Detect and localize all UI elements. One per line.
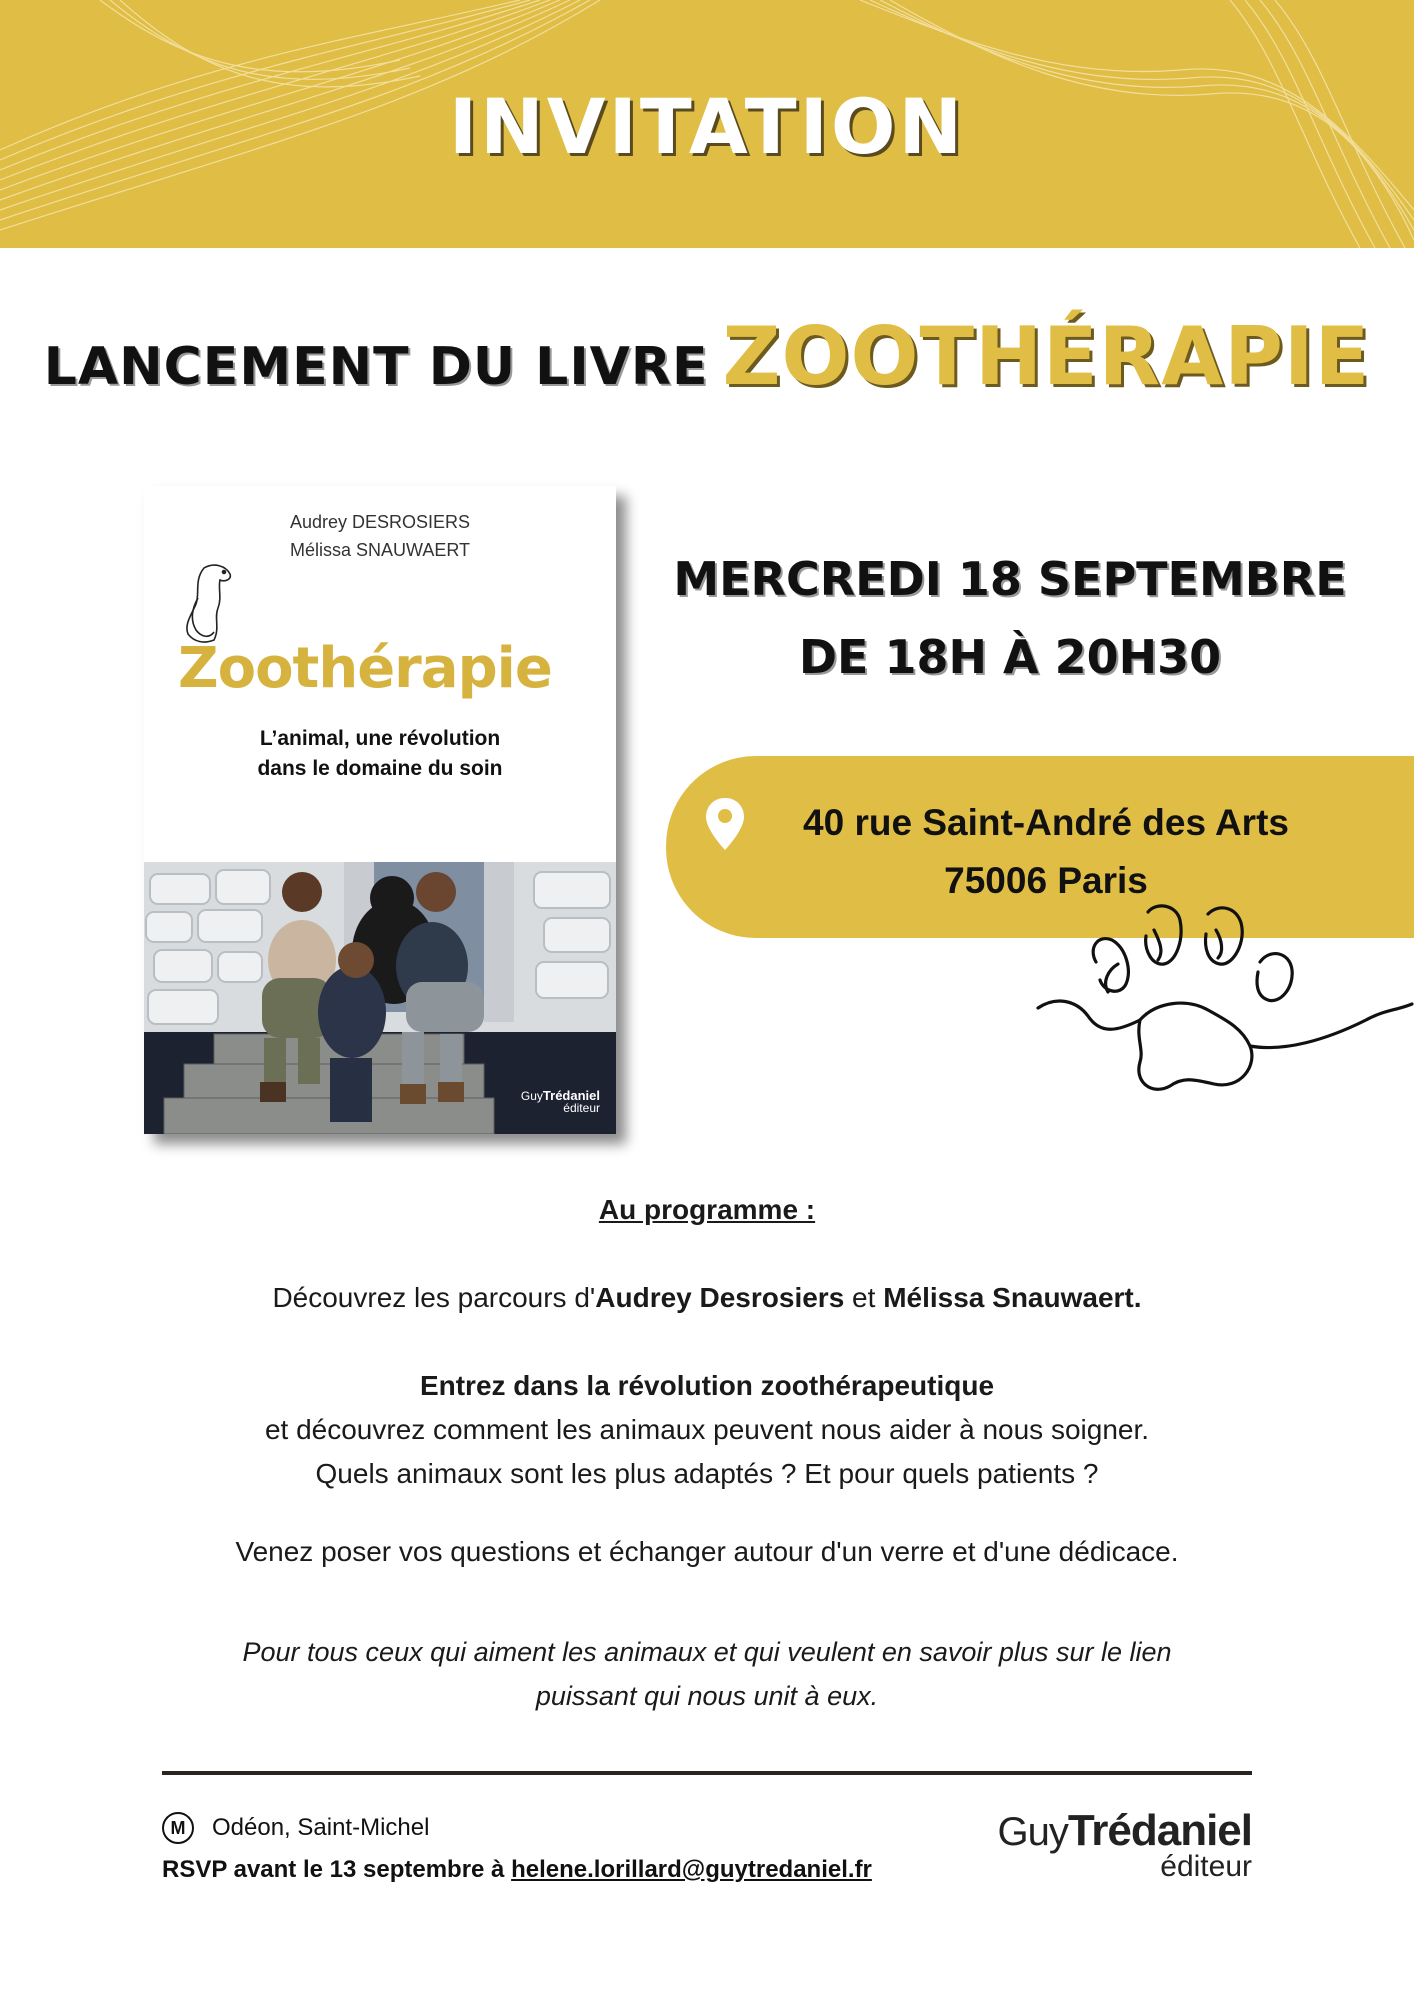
programme-line: Quels animaux sont les plus adaptés ? Et pour quels patients ? [315,1458,1099,1489]
headline-book-title: ZOOTHÉRAPIE [722,310,1371,403]
header-banner [0,0,1414,248]
author-name: Audrey Desrosiers [595,1282,845,1313]
event-time-line: DE 18H À 20H30 [798,630,1222,684]
programme-tagline: Pour tous ceux qui aiment les animaux et qui veulent en savoir plus sur le lien puissant qui nous unit à eux. [242,1637,1172,1711]
address-street: 40 rue Saint-André des Arts [803,802,1289,843]
publisher-logo: GuyTrédaniel éditeur [997,1806,1252,1883]
headline-lead: LANCEMENT DU LIVRE [43,337,709,397]
book-subtitle: L’animal, une révolution dans le domaine du soin [257,727,503,780]
metro-stations: Odéon, Saint-Michel [212,1814,430,1841]
book-title: Zoothérapie [178,636,552,701]
book-cover [144,486,616,1134]
event-date-line: MERCREDI 18 SEPTEMBRE [673,552,1347,606]
book-authors [144,508,470,564]
rsvp-email-link[interactable]: helene.lorillard@guytredaniel.fr [511,1856,872,1883]
footer-divider [162,1771,1252,1775]
programme-intro [0,1364,1414,1496]
programme-line: et découvrez comment les animaux peuvent nous aider à nous soigner. [264,1414,1150,1445]
book-author: Mélissa SNAUWAERT [289,540,470,560]
programme-authors-line: Découvrez les parcours d'Audrey Desrosiers et Mélissa Snauwaert. [272,1282,1142,1313]
programme-heading: Au programme : [598,1194,816,1225]
address-city: 75006 Paris [944,860,1148,901]
event-date [660,540,1360,696]
event-address [726,794,1366,910]
book-publisher: GuyTrédaniel éditeur [520,1088,600,1115]
paw-print-icon [1036,900,1414,1100]
metro-info [162,1812,429,1844]
event-headline [0,310,1414,403]
book-author: Audrey DESROSIERS [289,512,470,532]
rsvp-info: RSVP avant le 13 septembre à helene.lorillard@guytredaniel.fr [162,1856,872,1883]
invitation-title: INVITATION [448,82,966,171]
metro-icon: M [162,1812,194,1844]
programme-questions: Venez poser vos questions et échanger autour d'un verre et d'une dédicace. [235,1536,1179,1567]
programme-bold-line: Entrez dans la révolution zoothérapeutique [419,1370,995,1401]
dog-cat-line-icon [174,558,254,648]
author-name: Mélissa Snauwaert. [883,1282,1142,1313]
